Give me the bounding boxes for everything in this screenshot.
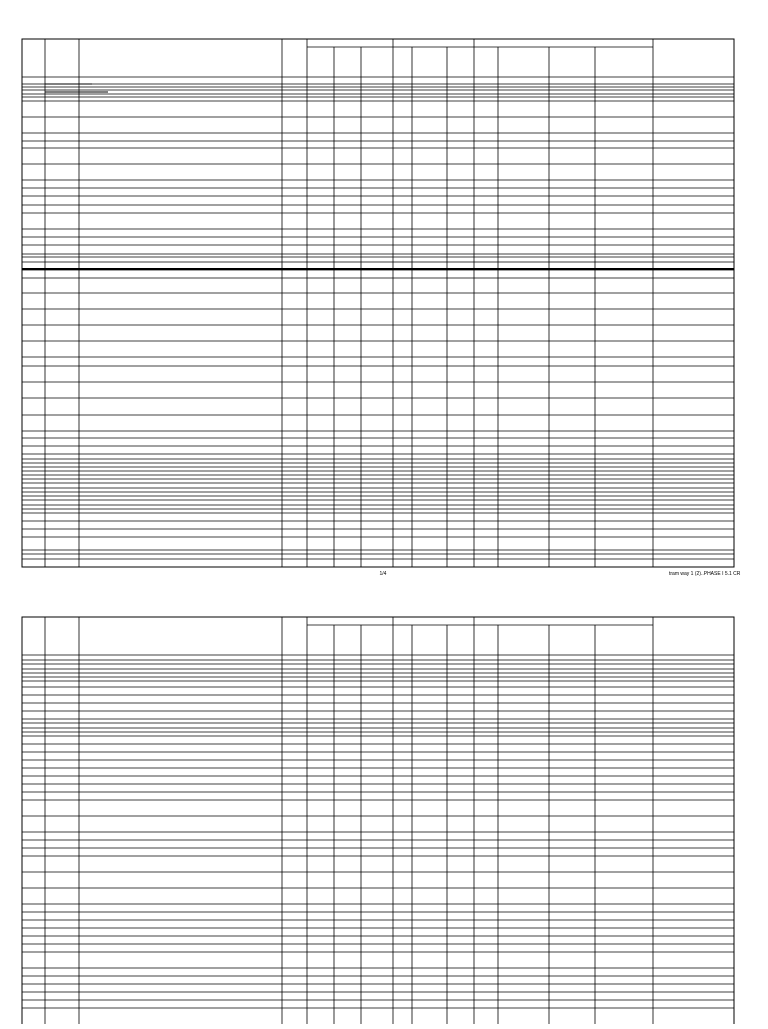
sheet-page-1 <box>22 39 734 567</box>
page-number: 1/4 <box>379 571 387 577</box>
sheet-border <box>22 617 734 1024</box>
footer-file-name: tram way 1 (2)..PHASE I 5.1 CR <box>669 571 741 577</box>
sheet-page-2 <box>22 617 734 1024</box>
